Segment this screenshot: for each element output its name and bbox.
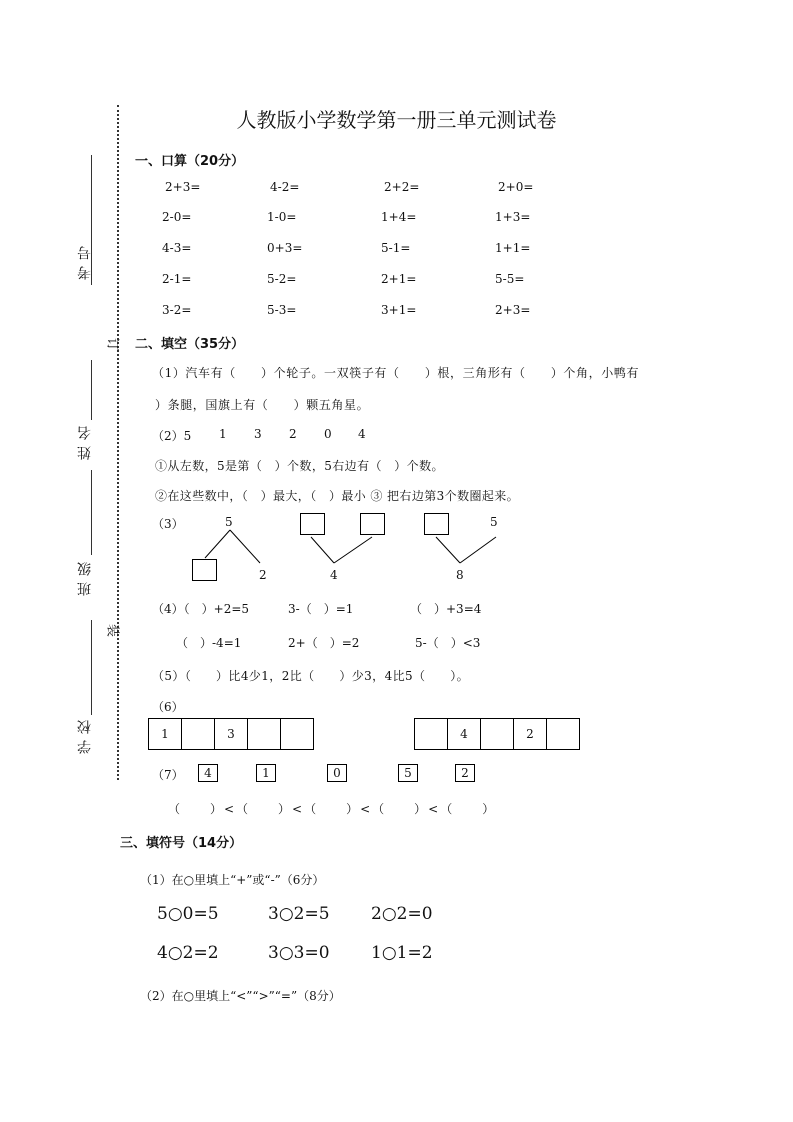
symbol-item: 3○3=0 bbox=[268, 943, 330, 963]
tree3-answer-box[interactable] bbox=[424, 513, 449, 535]
q4-item: （ ）-4=1 bbox=[176, 636, 242, 650]
banji-label: 班级 bbox=[77, 556, 93, 596]
q4-item: 3-（ ）=1 bbox=[288, 602, 354, 616]
section2-heading: 二、填空（35分） bbox=[135, 337, 245, 352]
symbol-item: 5○0=5 bbox=[157, 904, 219, 924]
oral-item: 2+3= bbox=[165, 180, 201, 194]
q2-a: ①从左数，5是第（ ）个数，5右边有（ ）个数。 bbox=[155, 459, 444, 473]
oral-item: 4-2= bbox=[270, 180, 300, 194]
tree2-answer-box-left[interactable] bbox=[300, 513, 325, 535]
ding-label: 订 bbox=[107, 335, 120, 350]
tree3-bottom: 8 bbox=[456, 568, 464, 582]
page-title: 人教版小学数学第一册三单元测试卷 bbox=[236, 108, 557, 132]
q4-item: 2+（ ）=2 bbox=[288, 636, 360, 650]
symbol-item: 3○2=5 bbox=[268, 904, 330, 924]
q6-cell[interactable] bbox=[414, 718, 448, 750]
oral-item: 1+3= bbox=[495, 210, 531, 224]
tree1-right: 2 bbox=[259, 568, 267, 582]
q2-number: 3 bbox=[254, 427, 262, 441]
q7-number-box: 1 bbox=[256, 764, 276, 782]
q7-label: （7） bbox=[152, 768, 184, 782]
s3-p2: （2）在○里填上“<”“>”“=”（8分） bbox=[140, 989, 341, 1003]
oral-item: 1+1= bbox=[495, 241, 531, 255]
q1-line2: ）条腿，国旗上有（ ）颗五角星。 bbox=[155, 398, 370, 412]
oral-item: 0+3= bbox=[267, 241, 303, 255]
q7-number-box: 0 bbox=[327, 764, 347, 782]
q1-line1: （1）汽车有（ ）个轮子。一双筷子有（ ）根，三角形有（ ）个角，小鸭有 bbox=[152, 366, 640, 380]
oral-item: 5-1= bbox=[381, 241, 411, 255]
kaohao-label: 考号 bbox=[77, 240, 93, 280]
q4-item: （4）（ ）+2=5 bbox=[152, 602, 250, 616]
tree3-right: 5 bbox=[490, 515, 498, 529]
q2-number: 1 bbox=[219, 427, 227, 441]
symbol-item: 4○2=2 bbox=[157, 943, 219, 963]
oral-item: 2+1= bbox=[381, 272, 417, 286]
oral-item: 1+4= bbox=[381, 210, 417, 224]
oral-item: 5-5= bbox=[495, 272, 525, 286]
oral-item: 3-2= bbox=[162, 303, 192, 317]
oral-item: 2+0= bbox=[498, 180, 534, 194]
q7-number-box: 4 bbox=[198, 764, 218, 782]
tree1-answer-box[interactable] bbox=[192, 559, 217, 581]
q2-b: ②在这些数中，（ ）最大，（ ）最小 ③ 把右边第3个数圈起来。 bbox=[155, 489, 520, 503]
q7-blanks: （ ）<（ ）<（ ）<（ ）<（ ） bbox=[168, 802, 497, 816]
section3-heading: 三、填符号（14分） bbox=[120, 836, 243, 851]
section1-heading: 一、口算（20分） bbox=[135, 154, 245, 169]
q3-label: （3） bbox=[152, 517, 184, 531]
oral-item: 2-1= bbox=[162, 272, 192, 286]
symbol-item: 2○2=0 bbox=[371, 904, 433, 924]
oral-item: 2+2= bbox=[384, 180, 420, 194]
q6-cell[interactable]: 2 bbox=[513, 718, 547, 750]
xuexiao-line bbox=[91, 620, 92, 715]
q6-cell[interactable] bbox=[546, 718, 580, 750]
q6-cell[interactable] bbox=[181, 718, 215, 750]
q6-cell[interactable] bbox=[280, 718, 314, 750]
q2-number: 2 bbox=[289, 427, 297, 441]
symbol-item: 1○1=2 bbox=[371, 943, 433, 963]
q6-cell[interactable] bbox=[247, 718, 281, 750]
oral-item: 1-0= bbox=[267, 210, 297, 224]
q4-item: （ ）+3=4 bbox=[410, 602, 482, 616]
q2-number: 0 bbox=[324, 427, 332, 441]
oral-item: 2-0= bbox=[162, 210, 192, 224]
tree2-bottom: 4 bbox=[330, 568, 338, 582]
q2-number: 4 bbox=[358, 427, 366, 441]
q6-cell[interactable]: 3 bbox=[214, 718, 248, 750]
q6-label: （6） bbox=[152, 700, 184, 714]
q2-label: （2）5 bbox=[152, 429, 192, 443]
q7-number-box: 2 bbox=[455, 764, 475, 782]
zhuang-label: 装 bbox=[107, 621, 120, 636]
q5: （5）（ ）比4少1，2比（ ）少3，4比5（ ）。 bbox=[152, 669, 470, 683]
s3-p1: （1）在○里填上“+”或“-”（6分） bbox=[140, 873, 325, 887]
xuexiao-label: 学校 bbox=[77, 714, 93, 754]
q6-cell[interactable]: 1 bbox=[148, 718, 182, 750]
oral-item: 4-3= bbox=[162, 241, 192, 255]
xingming-label: 姓名 bbox=[77, 420, 93, 460]
q6-cell[interactable]: 4 bbox=[447, 718, 481, 750]
oral-item: 3+1= bbox=[381, 303, 417, 317]
tree1-top: 5 bbox=[225, 515, 233, 529]
oral-item: 5-2= bbox=[267, 272, 297, 286]
q6-cell[interactable] bbox=[480, 718, 514, 750]
tree2-answer-box-right[interactable] bbox=[360, 513, 385, 535]
q7-number-box: 5 bbox=[398, 764, 418, 782]
q4-item: 5-（ ）<3 bbox=[415, 636, 481, 650]
oral-item: 5-3= bbox=[267, 303, 297, 317]
oral-item: 2+3= bbox=[495, 303, 531, 317]
